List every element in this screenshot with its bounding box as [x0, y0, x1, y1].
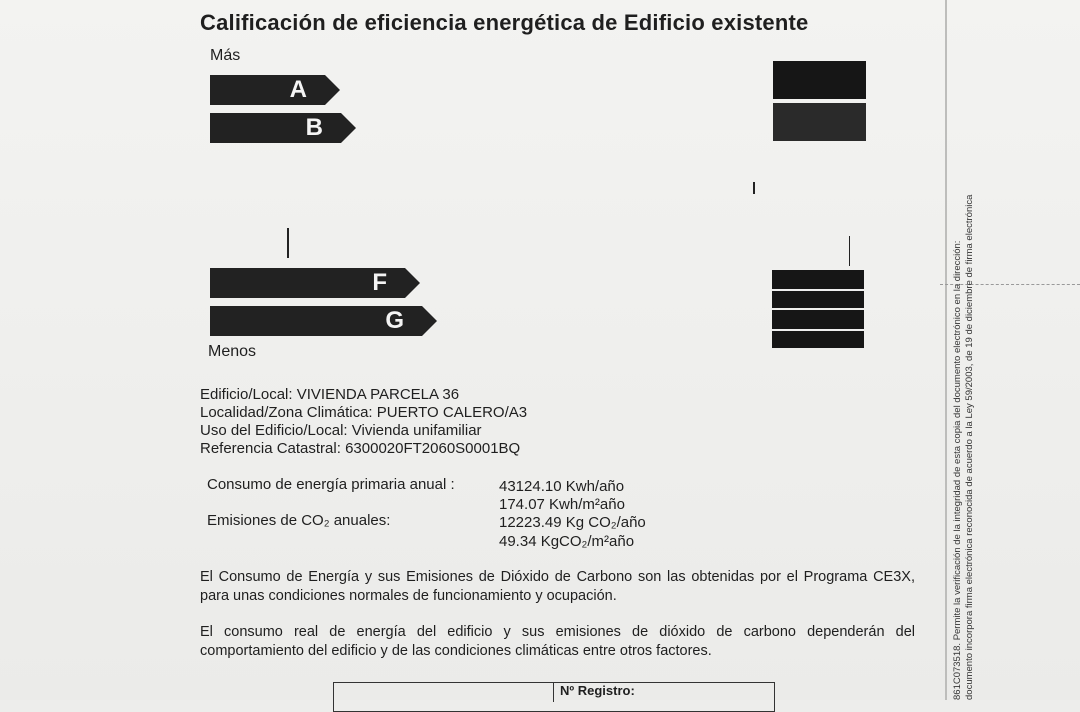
registro-label: Nº Registro: [560, 683, 635, 698]
energy-value-2: 174.07 Kwh/m²año [499, 496, 625, 513]
uso-value: Vivienda unifamiliar [351, 422, 482, 439]
scale-bottom-label: Menos [208, 343, 257, 360]
rating-arrow-g [210, 306, 422, 336]
rating-arrow-b [210, 113, 341, 143]
energy-value-1: 43124.10 Kwh/año [499, 478, 625, 495]
scale-mark-right [753, 182, 755, 194]
rating-letter-g: G [385, 307, 404, 334]
registro-box [333, 682, 775, 712]
margin-line [945, 0, 947, 700]
rating-arrow-f [210, 268, 405, 298]
building-localidad [200, 404, 527, 422]
co2-label: Emisiones de CO₂ anuales: [207, 512, 391, 529]
rating-box-bottom-1 [772, 270, 864, 308]
document-title: Calificación de eficiencia energética de Edificio existente [200, 10, 809, 35]
referencia-label: Referencia Catastral: [200, 440, 341, 457]
paragraph-real-consumption: El consumo real de energía del edificio y sus emisiones de dióxido de carbono dependerán del comportamiento del edificio y de las condiciones climáticas entre otros factores. [200, 624, 915, 659]
rating-letter-a: A [289, 76, 307, 103]
edificio-label: Edificio/Local: [200, 386, 293, 403]
scale-mark-right-2 [849, 236, 850, 266]
rating-box-top-1 [773, 61, 866, 99]
energy-label: Consumo de energía primaria anual : [207, 476, 455, 493]
side-note [952, 100, 976, 700]
scale-mark [287, 228, 289, 258]
side-note-line-2: documento incorpora firma electrónica reconocida de acuerdo a la Ley 59/2003, de 19 de diciembre de firma electrónica [964, 194, 975, 700]
rating-letter-b: B [305, 114, 323, 141]
rating-box-bottom-2 [772, 310, 864, 348]
registro-divider [553, 682, 554, 702]
edificio-value: VIVIENDA PARCELA 36 [296, 386, 460, 403]
localidad-value: PUERTO CALERO/A3 [376, 404, 528, 421]
side-note-line-1: 861C073518. Permite la verificación de la integridad de esta copia del documento electrónico en la dirección: [952, 240, 963, 700]
building-edificio [200, 386, 459, 404]
building-referencia [200, 440, 520, 458]
referencia-value: 6300020FT2060S0001BQ [345, 440, 521, 457]
localidad-label: Localidad/Zona Climática: [200, 404, 373, 421]
rating-arrow-a [210, 75, 325, 105]
uso-label: Uso del Edificio/Local: [200, 422, 348, 439]
rating-box-top-2 [773, 103, 866, 141]
rating-letter-f: F [372, 269, 387, 296]
co2-value-2: 49.34 KgCO₂/m²año [499, 533, 635, 550]
building-uso [200, 422, 482, 440]
paragraph-program-note: El Consumo de Energía y sus Emisiones de Dióxido de Carbono son las obtenidas por el Programa CE3X, para unas condiciones normales de funcionamiento y ocupación. [200, 569, 915, 604]
scale-top-label: Más [210, 47, 241, 64]
co2-value-1: 12223.49 Kg CO₂/año [499, 514, 646, 531]
